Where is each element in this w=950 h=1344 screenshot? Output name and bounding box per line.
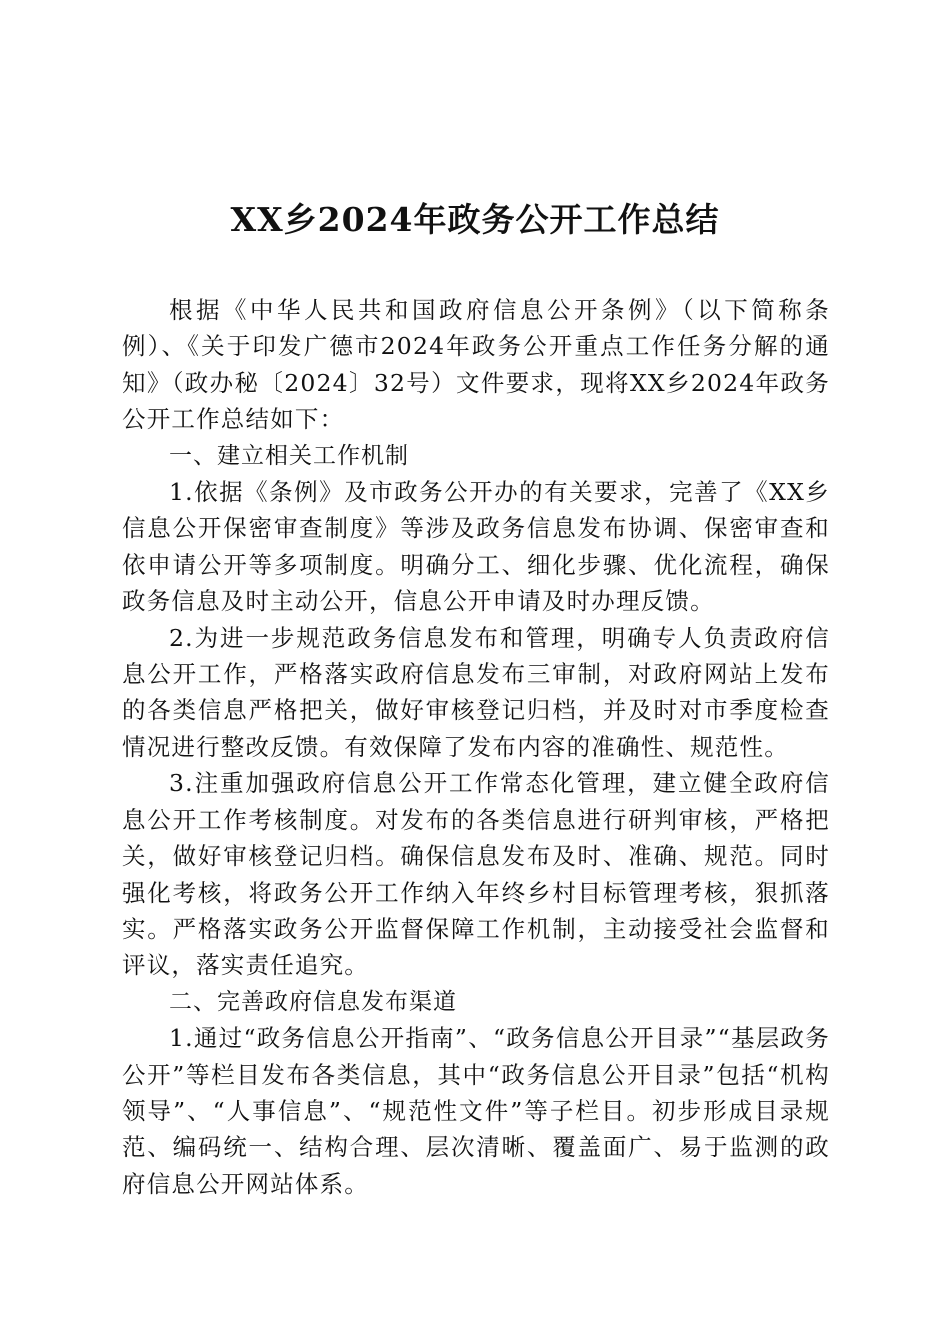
section-1-paragraph-1: 1.依据《条例》及市政务公开办的有关要求，完善了《XX乡信息公开保密审查制度》等涉及政务信息发布协调、保密审查和依申请公开等多项制度。明确分工、细化步骤、优化流程，确保政务信息及时主动公开，信息公开申请及时办理反馈。: [122, 478, 830, 616]
section-heading-1: 一、建立相关工作机制: [169, 442, 409, 469]
section-1-paragraph-2: 2.为进一步规范政务信息发布和管理，明确专人负责政府信息公开工作，严格落实政府信息发布三审制，对政府网站上发布的各类信息严格把关，做好审核登记归档，并及时对市季度检查情况进行整改反馈。有效保障了发布内容的准确性、规范性。: [122, 623, 830, 761]
intro-paragraph: 根据《中华人民共和国政府信息公开条例》（以下简称条例）、《关于印发广德市2024年政务公开重点工作任务分解的通知》（政办秘〔2024〕32号）文件要求，现将XX乡2024年政务公开工作总结如下：: [122, 296, 830, 434]
section-1-paragraph-3: 3.注重加强政府信息公开工作常态化管理，建立健全政府信息公开工作考核制度。对发布的各类信息进行研判审核，严格把关，做好审核登记归档。确保信息发布及时、准确、规范。同时强化考核，将政务公开工作纳入年终乡村目标管理考核，狠抓落实。严格落实政务公开监督保障工作机制，主动接受社会监督和评议，落实责任追究。: [122, 769, 830, 980]
section-2-paragraph-1: 1.通过“政务信息公开指南”、“政务信息公开目录”“基层政务公开”等栏目发布各类信息，其中“政务信息公开目录”包括“机构领导”、“人事信息”、“规范性文件”等子栏目。初步形成目录规范、编码统一、结构合理、层次清晰、覆盖面广、易于监测的政府信息公开网站体系。: [122, 1024, 830, 1198]
section-heading-2: 二、完善政府信息发布渠道: [169, 988, 457, 1015]
document-body: [122, 292, 830, 1202]
document-title: XX乡2024年政务公开工作总结: [230, 200, 720, 239]
